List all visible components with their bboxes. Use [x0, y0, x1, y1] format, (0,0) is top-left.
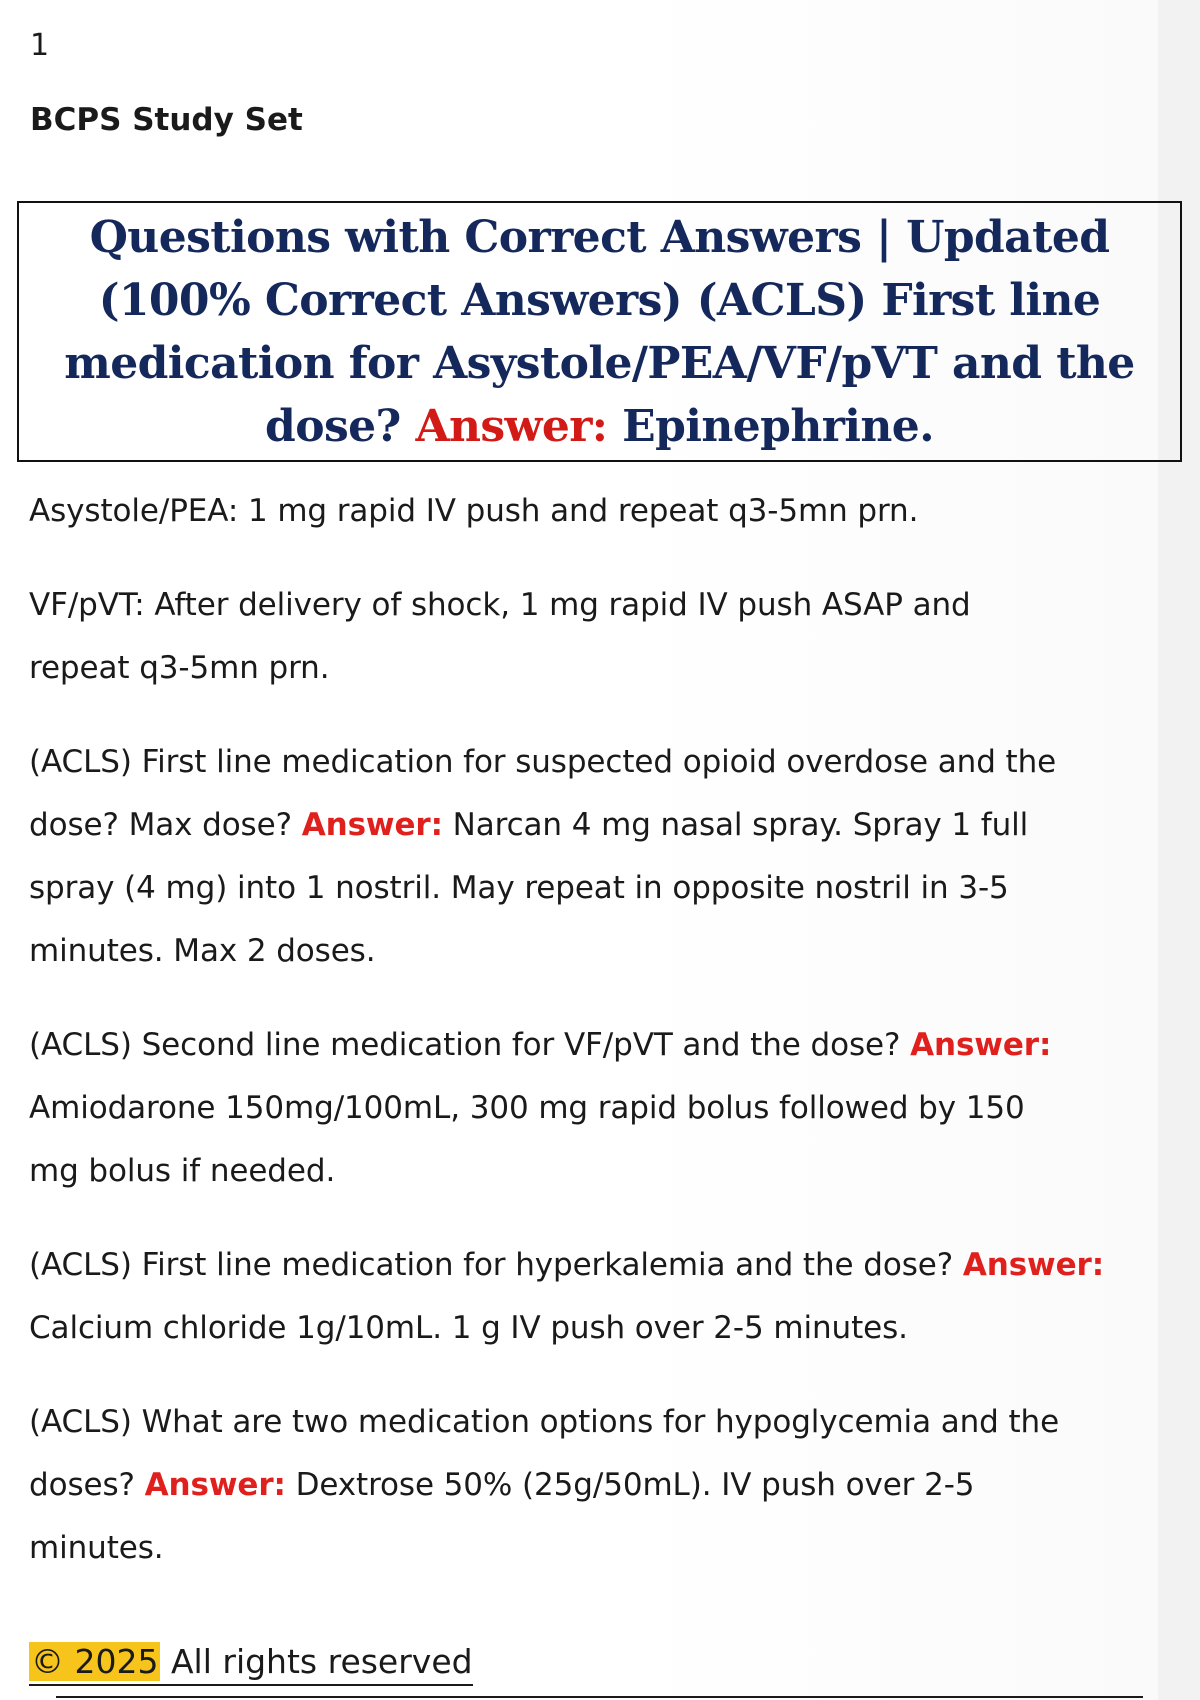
heading-text [64, 206, 1134, 458]
qa-question: (ACLS) First line medication for hyperkalemia and the dose? [29, 1247, 963, 1283]
qa-question: (ACLS) First line medication for suspected opioid overdose and the [29, 744, 1057, 780]
copyright-year-highlight: © 2025 [31, 1642, 159, 1681]
heading-line-2: (100% Correct Answers) (ACLS) First line [98, 274, 1101, 326]
qa-line [29, 1234, 1164, 1297]
qa-content [29, 480, 1164, 1611]
qa-entry-vf-second-line [29, 1014, 1164, 1203]
qa-entry-asystole [29, 480, 1164, 543]
qa-entry-vf-pvt [29, 574, 1164, 700]
document-title: BCPS Study Set [30, 102, 303, 138]
qa-entry-hypoglycemia [29, 1391, 1164, 1580]
qa-line: repeat q3-5mn prn. [29, 650, 330, 686]
qa-question: (ACLS) Second line medication for VF/pVT and the dose? [29, 1027, 911, 1063]
page-number: 1 [30, 28, 50, 63]
qa-answer: minutes. Max 2 doses. [29, 933, 376, 969]
qa-line [29, 1014, 1164, 1077]
heading-answer-label: Answer: [415, 400, 608, 452]
answer-label: Answer: [910, 1027, 1052, 1063]
answer-label: Answer: [962, 1247, 1104, 1283]
heading-answer-text: Epinephrine. [607, 400, 934, 452]
heading-box [17, 201, 1182, 462]
qa-answer: minutes. [29, 1530, 164, 1566]
qa-entry-opioid [29, 731, 1164, 983]
heading-line-1: Questions with Correct Answers | Updated [89, 211, 1110, 263]
qa-question: (ACLS) What are two medication options for hypoglycemia and the [29, 1404, 1060, 1440]
qa-line: VF/pVT: After delivery of shock, 1 mg rapid IV push ASAP and [29, 587, 971, 623]
qa-entry-hyperkalemia [29, 1234, 1164, 1360]
qa-answer: Dextrose 50% (25g/50mL). IV push over 2-5 [285, 1467, 975, 1503]
qa-line [29, 1454, 1164, 1517]
qa-question-end: doses? [29, 1467, 145, 1503]
qa-answer: Calcium chloride 1g/10mL. 1 g IV push over 2-5 minutes. [29, 1310, 908, 1346]
copyright-footer [29, 1640, 473, 1686]
qa-answer: Amiodarone 150mg/100mL, 300 mg rapid bolus followed by 150 [29, 1090, 1025, 1126]
qa-answer: mg bolus if needed. [29, 1153, 336, 1189]
heading-line-4: dose? [265, 400, 416, 452]
qa-question-end: dose? Max dose? [29, 807, 302, 843]
answer-label: Answer: [301, 807, 443, 843]
qa-line [29, 794, 1164, 857]
copyright-rights-text: All rights reserved [160, 1642, 473, 1681]
qa-line: Asystole/PEA: 1 mg rapid IV push and repeat q3-5mn prn. [29, 493, 919, 529]
qa-answer: spray (4 mg) into 1 nostril. May repeat in opposite nostril in 3-5 [29, 870, 1009, 906]
footer-divider [56, 1696, 1143, 1698]
answer-label: Answer: [144, 1467, 286, 1503]
qa-answer: Narcan 4 mg nasal spray. Spray 1 full [442, 807, 1029, 843]
heading-line-3: medication for Asystole/PEA/VF/pVT and the [64, 337, 1135, 389]
